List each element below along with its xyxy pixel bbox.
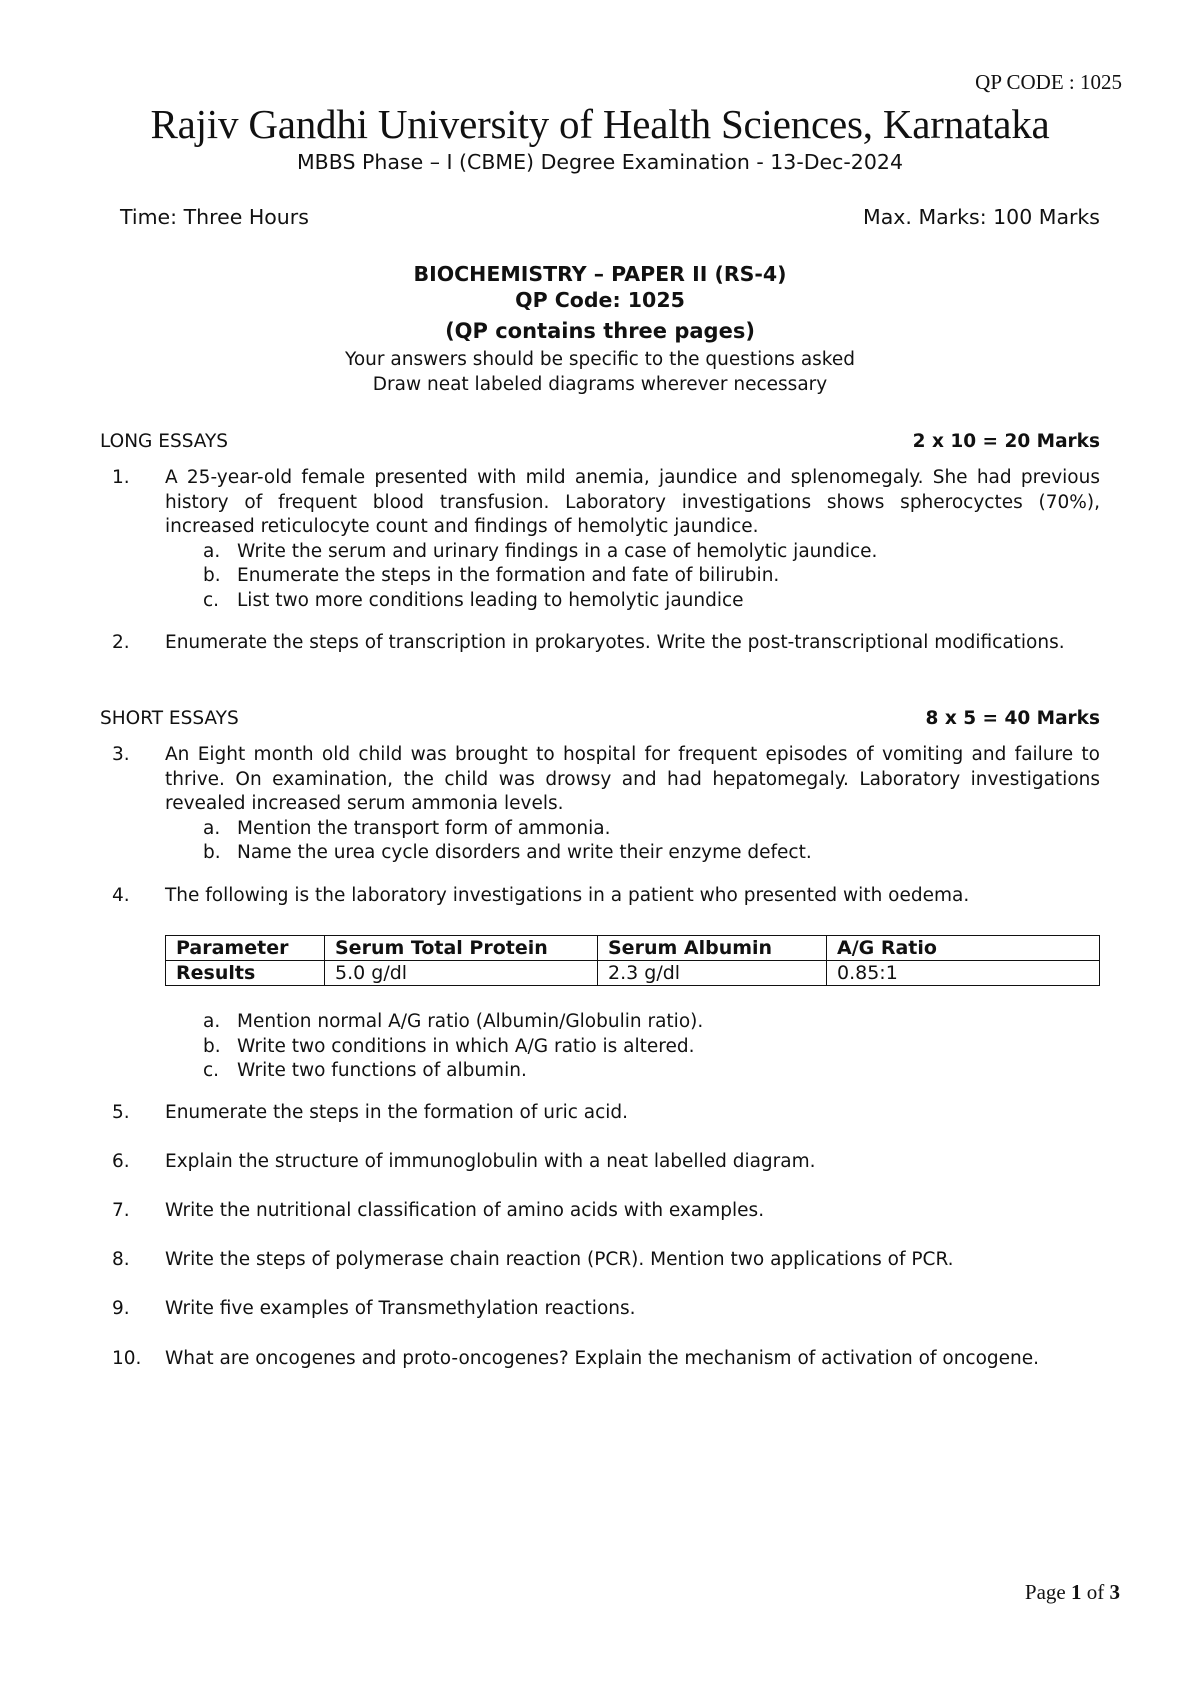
question-8 bbox=[100, 1248, 1100, 1273]
qp-code: QP Code: 1025 bbox=[515, 288, 685, 312]
short-essays-marks: 8 x 5 = 40 Marks bbox=[925, 708, 1100, 729]
sub-question: c. List two more conditions leading to hemolytic jaundice bbox=[203, 589, 744, 611]
question-number: 4. bbox=[112, 885, 130, 906]
qp-pages-note: (QP contains three pages) bbox=[445, 319, 755, 343]
question-number: 5. bbox=[112, 1102, 130, 1123]
exam-title: MBBS Phase – I (CBME) Degree Examination - 13-Dec-2024 bbox=[297, 150, 903, 174]
question-4 bbox=[100, 884, 1100, 909]
table-row bbox=[166, 961, 1100, 986]
table-cell: 0.85:1 bbox=[827, 961, 1100, 986]
question-text: Write the nutritional classification of amino acids with examples. bbox=[165, 1200, 765, 1221]
long-essays-heading bbox=[100, 431, 1100, 452]
table-header-cell: Parameter bbox=[166, 936, 325, 961]
question-text: Write five examples of Transmethylation reactions. bbox=[165, 1298, 636, 1319]
exam-time: Time: Three Hours bbox=[120, 205, 309, 229]
sub-question: c. Write two functions of albumin. bbox=[203, 1060, 527, 1081]
question-text: An Eight month old child was brought to hospital for frequent episodes of vomiting and failure to thrive. On examination, the child was drowsy and had hepatomegaly. Laboratory investigations revealed increased serum ammonia levels. bbox=[165, 744, 1100, 814]
question-number: 8. bbox=[112, 1249, 130, 1270]
instruction-specific: Your answers should be specific to the questions asked bbox=[345, 349, 855, 370]
sub-question: b. Write two conditions in which A/G ratio is altered. bbox=[203, 1035, 695, 1057]
table-cell: Results bbox=[166, 961, 325, 986]
question-3 bbox=[100, 743, 1100, 866]
sub-question: a. Mention the transport form of ammonia. bbox=[203, 817, 611, 839]
long-essays-marks: 2 x 10 = 20 Marks bbox=[912, 431, 1100, 452]
question-number: 3. bbox=[112, 744, 130, 765]
question-number: 6. bbox=[112, 1151, 130, 1172]
page-number: Page 1 of 3 bbox=[1024, 1580, 1120, 1604]
question-text: Explain the structure of immunoglobulin with a neat labelled diagram. bbox=[165, 1151, 816, 1172]
short-essays-heading bbox=[100, 708, 1100, 729]
question-5 bbox=[100, 1101, 1100, 1126]
question-7 bbox=[100, 1199, 1100, 1224]
question-6 bbox=[100, 1150, 1100, 1175]
question-text: Enumerate the steps in the formation of uric acid. bbox=[165, 1102, 629, 1123]
question-number: 9. bbox=[112, 1298, 130, 1319]
university-title: Rajiv Gandhi University of Health Sciences, Karnataka bbox=[150, 101, 1050, 147]
short-essays-title: SHORT ESSAYS bbox=[100, 708, 239, 729]
question-4-subparts bbox=[100, 1010, 1100, 1084]
table-header-row bbox=[166, 936, 1100, 961]
table-cell: 2.3 g/dl bbox=[598, 961, 827, 986]
sub-question: a. Mention normal A/G ratio (Albumin/Globulin ratio). bbox=[203, 1011, 704, 1032]
question-text: Write the steps of polymerase chain reaction (PCR). Mention two applications of PCR. bbox=[165, 1249, 954, 1270]
question-9 bbox=[100, 1297, 1100, 1322]
table-header-cell: Serum Total Protein bbox=[325, 936, 598, 961]
question-number: 1. bbox=[112, 467, 130, 488]
question-text: A 25-year-old female presented with mild anemia, jaundice and splenomegaly. She had previous history of frequent blood transfusion. Laboratory investigations shows spherocyctes (70%), increased reticulocyte count and findings of hemolytic jaundice. bbox=[165, 467, 1100, 537]
sub-question: b. Enumerate the steps in the formation and fate of bilirubin. bbox=[203, 565, 780, 586]
subject-title: BIOCHEMISTRY – PAPER II (RS-4) bbox=[413, 262, 787, 286]
sub-question: a. Write the serum and urinary findings in a case of hemolytic jaundice. bbox=[203, 540, 878, 562]
question-text: The following is the laboratory investigations in a patient who presented with oedema. bbox=[165, 885, 970, 906]
instruction-diagrams: Draw neat labeled diagrams wherever necessary bbox=[372, 374, 828, 395]
question-number: 10. bbox=[112, 1348, 142, 1369]
question-10 bbox=[100, 1347, 1100, 1372]
qp-code-top: QP CODE : 1025 bbox=[975, 70, 1122, 94]
table-header-cell: A/G Ratio bbox=[827, 936, 1100, 961]
question-2 bbox=[100, 631, 1100, 656]
table-header-cell: Serum Albumin bbox=[598, 936, 827, 961]
table-cell: 5.0 g/dl bbox=[325, 961, 598, 986]
question-number: 7. bbox=[112, 1200, 130, 1221]
question-text: What are oncogenes and proto-oncogenes? Explain the mechanism of activation of oncogene. bbox=[165, 1348, 1040, 1369]
question-1 bbox=[100, 466, 1100, 613]
sub-question: b. Name the urea cycle disorders and write their enzyme defect. bbox=[203, 842, 812, 863]
long-essays-title: LONG ESSAYS bbox=[100, 431, 229, 452]
lab-results-table bbox=[165, 935, 1100, 986]
max-marks: Max. Marks: 100 Marks bbox=[863, 205, 1100, 229]
question-text: Enumerate the steps of transcription in prokaryotes. Write the post-transcriptional modifications. bbox=[165, 632, 1065, 653]
question-number: 2. bbox=[112, 632, 130, 653]
